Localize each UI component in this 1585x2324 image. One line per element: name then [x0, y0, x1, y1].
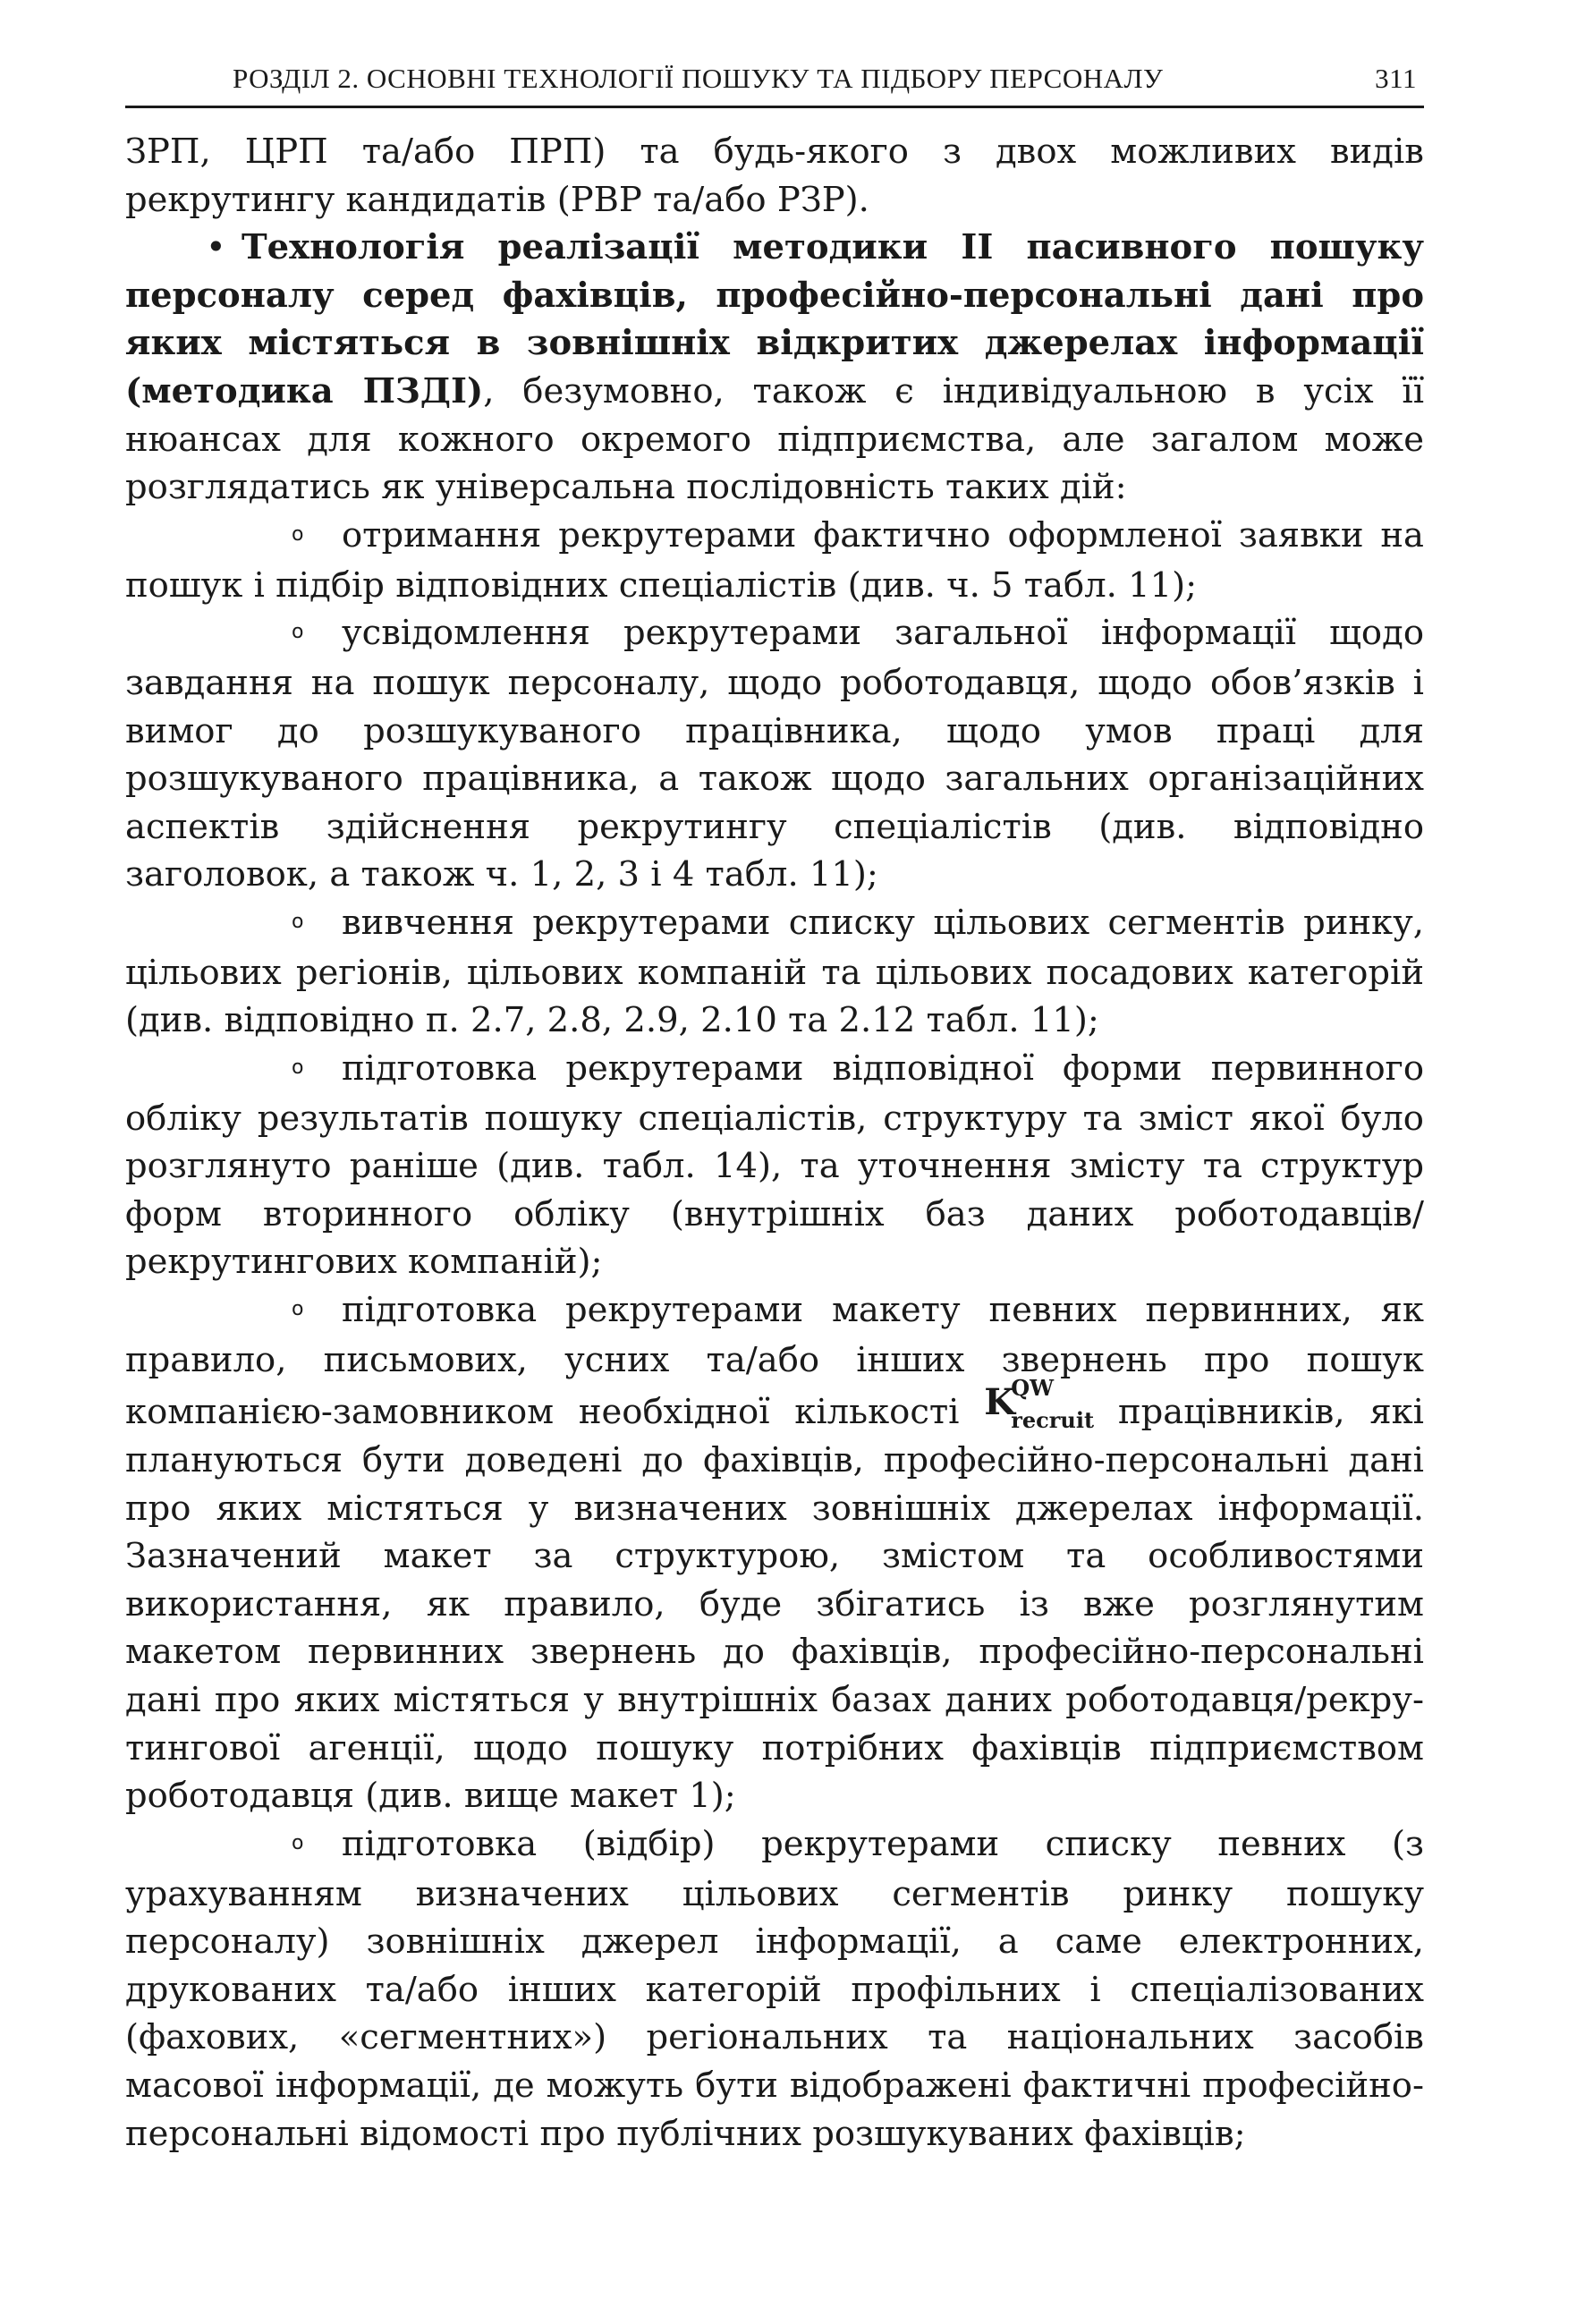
list-marker: o	[292, 1832, 304, 1854]
list-marker: o	[292, 1298, 304, 1321]
list-marker: o	[292, 911, 304, 934]
list-item-text: усвідомлення рекрутерами загальної інформації щодо завдання на пошук персоналу, щодо роботодавця, щодо обов’язків і вимог до розшукуваного працівника, щодо умов праці для розшукуваного працівника, а також щодо загальних організаційних аспектів здійснення рекрутингу спеціалістів (див. відповідно заголовок, а також ч. 1, 2, 3 і 4 табл. 11);	[125, 613, 1424, 895]
formula-subscript: recruit	[1011, 1407, 1095, 1434]
formula-superscript: QW	[1011, 1375, 1055, 1402]
list-item-4	[125, 1045, 1424, 1286]
list-item-text: отримання рекрутерами фактично оформленої заявки на пошук і підбір відповідних спеціалістів (див. ч. 5 табл. 11);	[125, 514, 1424, 606]
page-number: 311	[1375, 63, 1417, 94]
bullet-bold-text: Технологія реалізації методики ІІ пасивного пошуку персоналу серед фахівців, професійно-персональні дані про яких містяться в зовнішніх відкритих джерелах інформації (методика ПЗДІ)	[125, 227, 1424, 411]
list-marker: o	[292, 522, 304, 546]
list-item-text: працівників, які плануються бути доведені до фахівців, професійно-персональні дані про яких містяться у визначених зовнішніх джерелах інформації. Зазначений макет за структурою, змістом та особливостями використання, як правило, буде збігатись із вже розглянутим макетом первинних звернень до фахівців, професійно-персональні дані про яких містяться у внутрішніх базах даних роботодавця/рекру-тингової агенції, щодо пошуку потрібних фахівців підприємством роботодавця (див. вище макет 1);	[125, 1392, 1424, 1817]
list-item-text: підготовка рекрутерами макету певних первинних, як правило, письмових, усних та/або інших звернень про пошук компанією-замовником необхідної кількості	[125, 1290, 1424, 1433]
running-header	[125, 63, 1424, 108]
list-marker: o	[292, 1056, 304, 1080]
list-item-5	[125, 1286, 1424, 1820]
bullet-marker: •	[206, 227, 226, 268]
list-item-text: підготовка (відбір) рекрутерами списку певних (з урахуванням визначених цільових сегментів ринку пошуку персоналу) зовнішніх джерел інформації, а саме електронних, друкованих та/або інших категорій профільних і спеціалізованих (фахових, «сегментних») регіональних та національних засобів масової інформації, де можуть бути відображені фактичні професійно-персональні відомості про публічних розшукуваних фахівців;	[125, 1823, 1424, 2154]
continuation-paragraph: ЗРП, ЦРП та/або ПРП) та будь-якого з двох можливих видів рекрутингу кандидатів (РВР та/або РЗР).	[125, 131, 1424, 220]
formula-k-recruit	[984, 1375, 1095, 1434]
list-item-1	[125, 512, 1424, 609]
list-marker: o	[292, 621, 304, 644]
document-page	[125, 63, 1424, 2158]
formula-base: K	[984, 1381, 1015, 1424]
list-item-text: підготовка рекрутерами відповідної форми первинного обліку результатів пошуку спеціалістів, структуру та зміст якої було розглянуто раніше (див. табл. 14), та уточнення змісту та структур форм вторинного обліку (внутрішніх баз даних роботодавців/рекрутингових компаній);	[125, 1047, 1424, 1283]
list-item-6	[125, 1820, 1424, 2158]
list-item-text: вивчення рекрутерами списку цільових сегментів ринку, цільових регіонів, цільових компаній та цільових посадових категорій (див. відповідно п. 2.7, 2.8, 2.9, 2.10 та 2.12 табл. 11);	[125, 902, 1424, 1041]
body-text	[125, 128, 1424, 2158]
bullet-paragraph	[125, 224, 1424, 512]
bullet-text: , безумовно, також є індивідуальною в усіх її нюансах для кожного окремого підприємства, але загалом може розглядатись як універсальна послідовність таких дій:	[125, 370, 1425, 508]
list-item-3	[125, 899, 1424, 1045]
running-title: РОЗДІЛ 2. ОСНОВНІ ТЕХНОЛОГІЇ ПОШУКУ ТА ПІДБОРУ ПЕРСОНАЛУ	[233, 63, 1164, 94]
list-item-2	[125, 609, 1424, 899]
